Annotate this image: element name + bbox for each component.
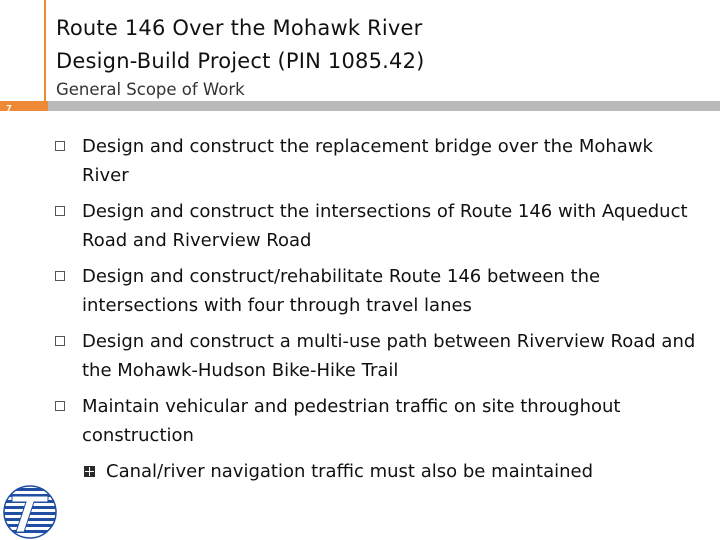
checkbox-bullet-icon: [55, 271, 65, 281]
bullet-text: Maintain vehicular and pedestrian traffic on site throughout construction: [82, 396, 621, 446]
vertical-accent-rule: [44, 0, 46, 108]
list-item: [52, 262, 702, 320]
slide-title: [56, 12, 696, 78]
bullet-text: Design and construct/rehabilitate Route 146 between the intersections with four through travel lanes: [82, 266, 601, 316]
checkbox-bullet-icon: [55, 206, 65, 216]
checkbox-bullet-icon: [55, 401, 65, 411]
checkbox-bullet-icon: [55, 141, 65, 151]
slide-subtitle: General Scope of Work: [56, 80, 245, 99]
slide-number: 7: [6, 104, 12, 113]
checkbox-bullet-icon: [55, 336, 65, 346]
sub-bullet-text: Canal/river navigation traffic must also be maintained: [106, 461, 594, 482]
header-rule: [48, 101, 720, 111]
title-line-2: Design-Build Project (PIN 1085.42): [56, 49, 425, 73]
list-item: [52, 327, 702, 385]
bullet-text: Design and construct a multi-use path between Riverview Road and the Mohawk-Hudson Bike-Hike Trail: [82, 331, 696, 381]
list-item: [52, 392, 702, 450]
title-line-1: Route 146 Over the Mohawk River: [56, 16, 423, 40]
boxed-cross-bullet-icon: [84, 466, 95, 477]
list-item: [52, 132, 702, 190]
bullet-list: [52, 132, 702, 486]
sub-list-item: [52, 457, 702, 486]
bullet-text: Design and construct the intersections of Route 146 with Aqueduct Road and Riverview Road: [82, 201, 688, 251]
list-item: [52, 197, 702, 255]
nysdot-logo-icon: [2, 484, 58, 540]
bullet-text: Design and construct the replacement bridge over the Mohawk River: [82, 136, 653, 186]
